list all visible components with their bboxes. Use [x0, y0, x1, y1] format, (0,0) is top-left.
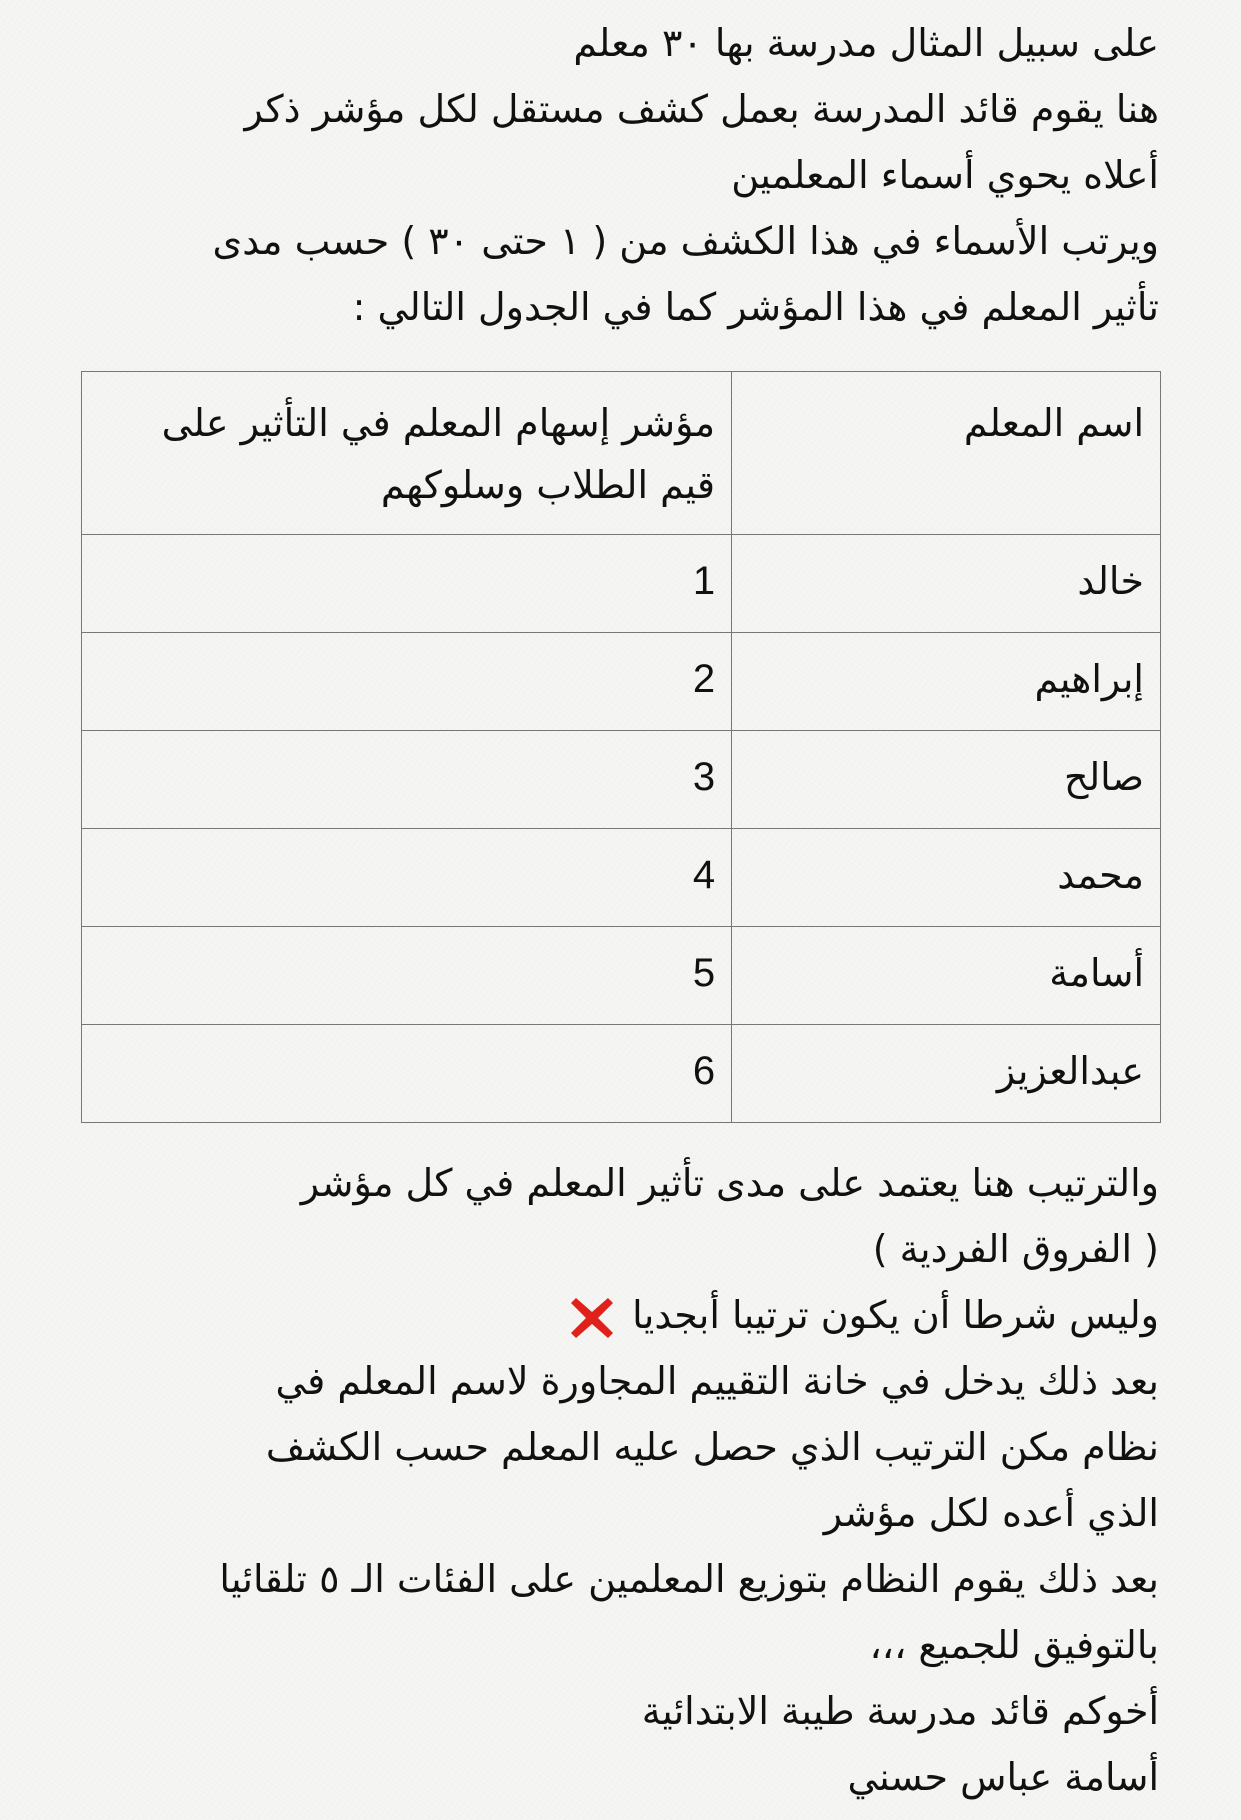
intro-line: هنا يقوم قائد المدرسة بعمل كشف مستقل لكل مؤشر ذكر	[244, 87, 1159, 131]
table-row	[82, 633, 1161, 731]
teacher-name-cell: إبراهيم	[732, 633, 1161, 731]
intro-line: تأثير المعلم في هذا المؤشر كما في الجدول التالي :	[352, 285, 1159, 329]
outro-line: بعد ذلك يقوم النظام بتوزيع المعلمين على الفئات الـ ٥ تلقائيا	[219, 1557, 1159, 1601]
teacher-name-cell: أسامة	[732, 927, 1161, 1025]
teacher-name-cell: صالح	[732, 731, 1161, 829]
outro-line: الذي أعده لكل مؤشر	[823, 1491, 1159, 1535]
rank-cell: 5	[82, 927, 732, 1025]
rank-cell: 4	[82, 829, 732, 927]
intro-line: أعلاه يحوي أسماء المعلمين	[731, 153, 1159, 197]
outro-line: بالتوفيق للجميع ،،،	[869, 1623, 1159, 1667]
teacher-name-cell: محمد	[732, 829, 1161, 927]
outro-line: نظام مكن الترتيب الذي حصل عليه المعلم حسب الكشف	[265, 1425, 1159, 1469]
rank-cell: 1	[82, 535, 732, 633]
table-row	[82, 829, 1161, 927]
intro-line: على سبيل المثال مدرسة بها ٣٠ معلم	[573, 21, 1159, 65]
table-row	[82, 927, 1161, 1025]
table-row	[82, 1025, 1161, 1123]
outro-line-with-mark	[79, 1282, 1159, 1348]
table-row	[82, 535, 1161, 633]
outro-line: بعد ذلك يدخل في خانة التقييم المجاورة لاسم المعلم في	[275, 1359, 1159, 1403]
closing-paragraph	[79, 1150, 1159, 1810]
teacher-name-cell: عبدالعزيز	[732, 1025, 1161, 1123]
teacher-ranking-table	[81, 371, 1161, 1123]
outro-line-text: وليس شرطا أن يكون ترتيبا أبجديا	[632, 1293, 1159, 1337]
signature-line: أخوكم قائد مدرسة طيبة الابتدائية	[641, 1689, 1159, 1733]
cross-mark-icon	[566, 1292, 618, 1344]
rank-cell: 3	[82, 731, 732, 829]
outro-line: والترتيب هنا يعتمد على مدى تأثير المعلم في كل مؤشر	[300, 1161, 1159, 1205]
rank-cell: 6	[82, 1025, 732, 1123]
teacher-name-cell: خالد	[732, 535, 1161, 633]
table-header-row	[82, 372, 1161, 535]
author-name: أسامة عباس حسني	[847, 1755, 1159, 1799]
header-teacher-name: اسم المعلم	[732, 372, 1161, 535]
outro-line: ( الفروق الفردية )	[872, 1227, 1159, 1271]
intro-paragraph	[79, 10, 1159, 340]
intro-line: ويرتب الأسماء في هذا الكشف من ( ١ حتى ٣٠ ) حسب مدى	[212, 219, 1159, 263]
header-indicator: مؤشر إسهام المعلم في التأثير على قيم الطلاب وسلوكهم	[82, 372, 732, 535]
table-row	[82, 731, 1161, 829]
rank-cell: 2	[82, 633, 732, 731]
